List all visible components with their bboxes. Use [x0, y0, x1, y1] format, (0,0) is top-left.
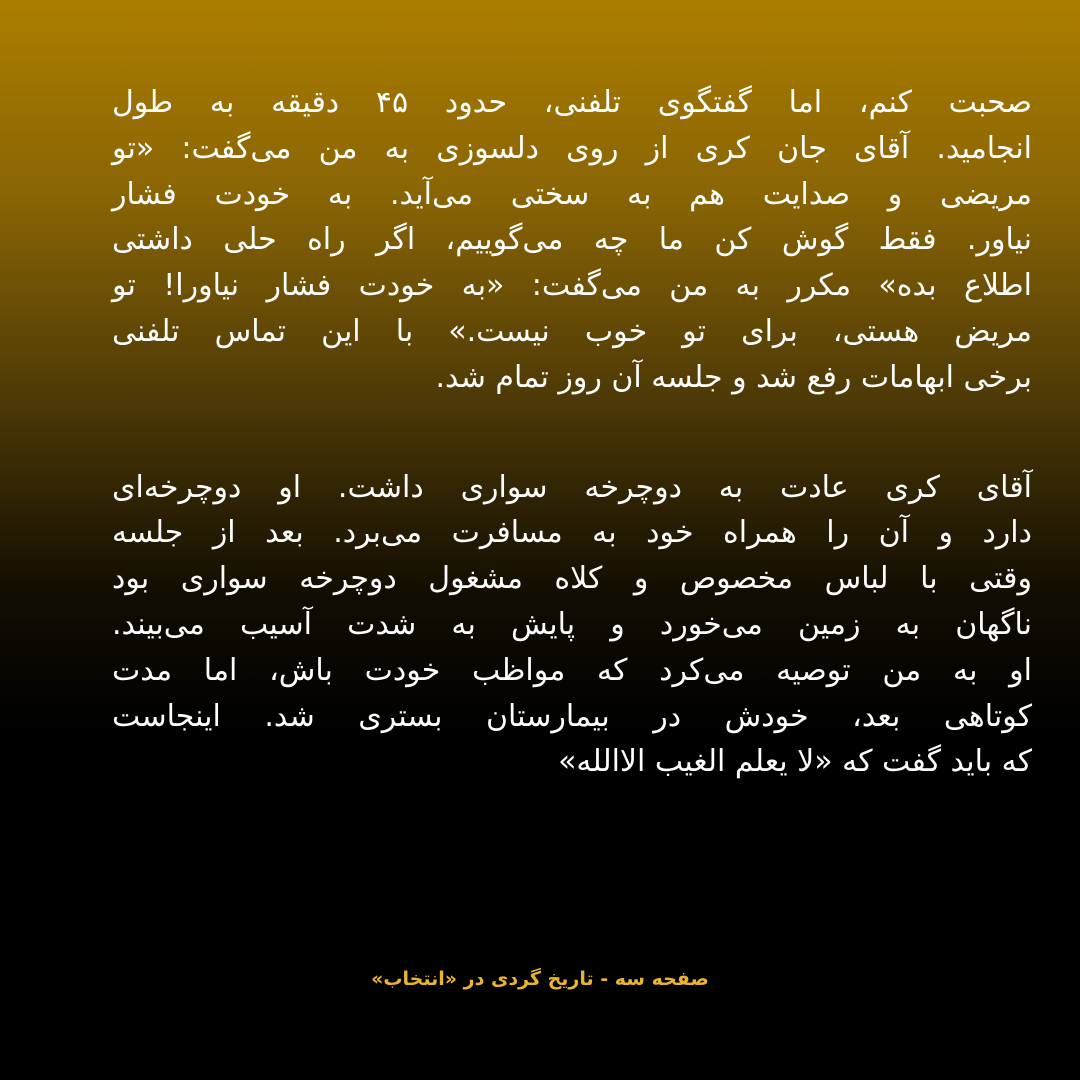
text-line: اطلاع بده» مکرر به من می‌گفت: «به خودت فشار نیاورا! تو	[112, 268, 1032, 304]
paragraph-2	[112, 465, 1032, 786]
text-line: کوتاهی بعد، خودش در بیمارستان بستری شد. اینجاست	[112, 698, 1032, 734]
text-line: که باید گفت که «لا یعلم الغیب الاالله»	[558, 744, 1032, 780]
article-body	[112, 80, 1032, 785]
text-line: ناگهان به زمین می‌خورد و پایش به شدت آسیب می‌بیند.	[112, 606, 1032, 642]
paragraph-1	[112, 80, 1032, 401]
text-line: وقتی با لباس مخصوص و کلاه مشغول دوچرخه سواری بود	[112, 561, 1032, 597]
text-line: انجامید. آقای جان کری از روی دلسوزی به من می‌گفت: «تو	[112, 130, 1032, 166]
text-line: نیاور. فقط گوش کن ما چه می‌گوییم، اگر راه حلی داشتی	[112, 222, 1032, 258]
text-line: دارد و آن را همراه خود به مسافرت می‌برد. بعد از جلسه	[112, 515, 1032, 551]
text-line: برخی ابهامات رفع شد و جلسه آن روز تمام شد.	[435, 359, 1032, 395]
page-footer: صفحه سه - تاریخ گردی در «انتخاب»	[371, 968, 709, 990]
text-line: مریضی و صدایت هم به سختی می‌آید. به خودت فشار	[112, 176, 1032, 212]
text-line: مریض هستی، برای تو خوب نیست.» با این تماس تلفنی	[112, 313, 1032, 349]
text-line: آقای کری عادت به دوچرخه سواری داشت. او دوچرخه‌ای	[112, 469, 1032, 505]
text-line: او به من توصیه می‌کرد که مواظب خودت باش، اما مدت	[112, 652, 1032, 688]
text-line: صحبت کنم، اما گفتگوی تلفنی، حدود ۴۵ دقیقه به طول	[112, 85, 1032, 120]
